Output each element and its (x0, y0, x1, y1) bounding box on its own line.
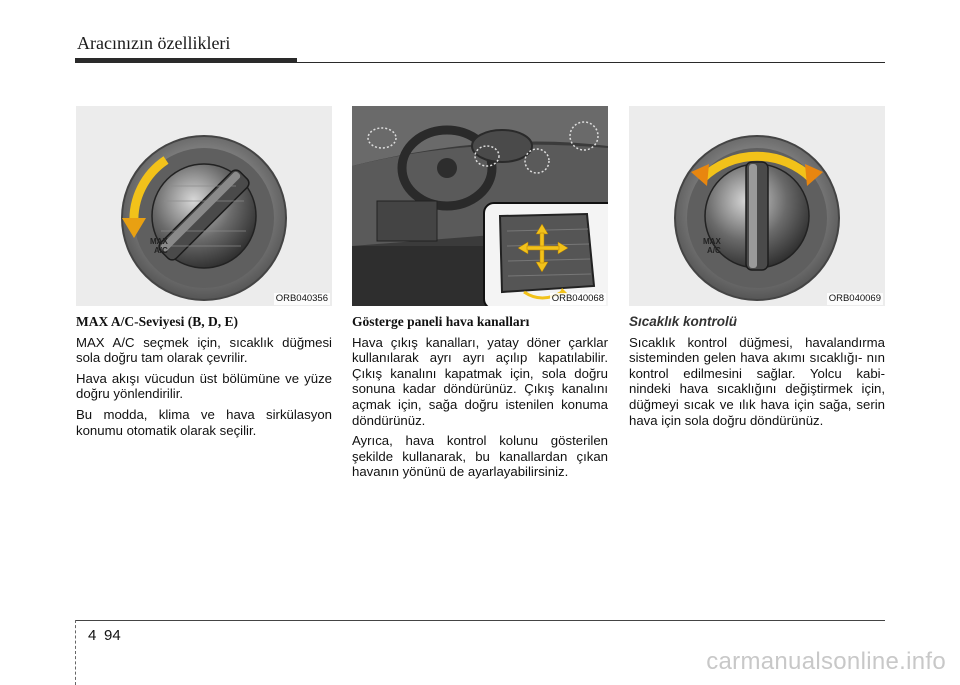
paragraph: Hava çıkış kanalları, yatay döner çarklar kullanılarak ayrı ayrı açılıp kapatılabilir. Çıkış kanalını kapatmak için, sola doğru sonuna kadar döndürünüz. Çıkış kanalını açmak için, sağa doğru istenilen konuma döndürünüz. (352, 334, 608, 428)
figure-dashboard-vents (352, 106, 608, 306)
paragraph: Ayrıca, hava kontrol kolunu gösterilen şekilde kullanarak, bu kanallardan çıkan havanın yönünü de ayarlayabilirsiniz. (352, 433, 608, 480)
paragraph: Sıcaklık kontrol düğmesi, havalandırma sisteminden gelen hava akımı sıcaklığı- nın kontrol edilmesini sağlar. Yolcu kabi- nindeki hava sıcaklığını değiştirmek için, düğmeyi sıcak ve ılık hava için sağa, serin hava için sola doğru döndürünüz. (629, 334, 885, 428)
figure-code: ORB040068 (551, 293, 604, 304)
page-number: 94 (104, 627, 121, 644)
watermark: carmanualsonline.info (706, 648, 946, 675)
section-heading: MAX A/C-Seviyesi (B, D, E) (76, 314, 238, 329)
figure-max-ac-knob (76, 106, 332, 306)
header-rule-thin (75, 62, 885, 63)
section-temperature-control (629, 314, 885, 433)
footer-divider (75, 620, 76, 685)
figure-code: ORB040356 (275, 293, 328, 304)
temperature-knob-illustration (629, 106, 885, 306)
paragraph: MAX A/C seçmek için, sıcaklık düğmesi sola doğru tam olarak çevrilir. (76, 334, 332, 366)
footer-rule (75, 620, 885, 621)
knob-label-max: MAX (150, 237, 168, 246)
section-dashboard-vents (352, 314, 608, 485)
knob-label-ac: A/C (707, 246, 721, 255)
section-heading: Sıcaklık kontrolü (629, 314, 738, 329)
chapter-number: 4 (88, 627, 97, 644)
section-heading: Gösterge paneli hava kanalları (352, 314, 530, 329)
paragraph: Hava akışı vücudun üst bölümüne ve yüze doğru yönlendirilir. (76, 370, 332, 402)
page-header-title: Aracınızın özellikleri (77, 33, 231, 53)
figure-code: ORB040069 (828, 293, 881, 304)
knob-label-ac: A/C (154, 246, 168, 255)
section-max-ac (76, 314, 332, 443)
figure-temperature-knob (629, 106, 885, 306)
dashboard-illustration (352, 106, 608, 306)
paragraph: Bu modda, klima ve hava sirkülasyon konumu otomatik olarak seçilir. (76, 406, 332, 438)
knob-label-max: MAX (703, 237, 721, 246)
max-ac-knob-illustration (76, 106, 332, 306)
